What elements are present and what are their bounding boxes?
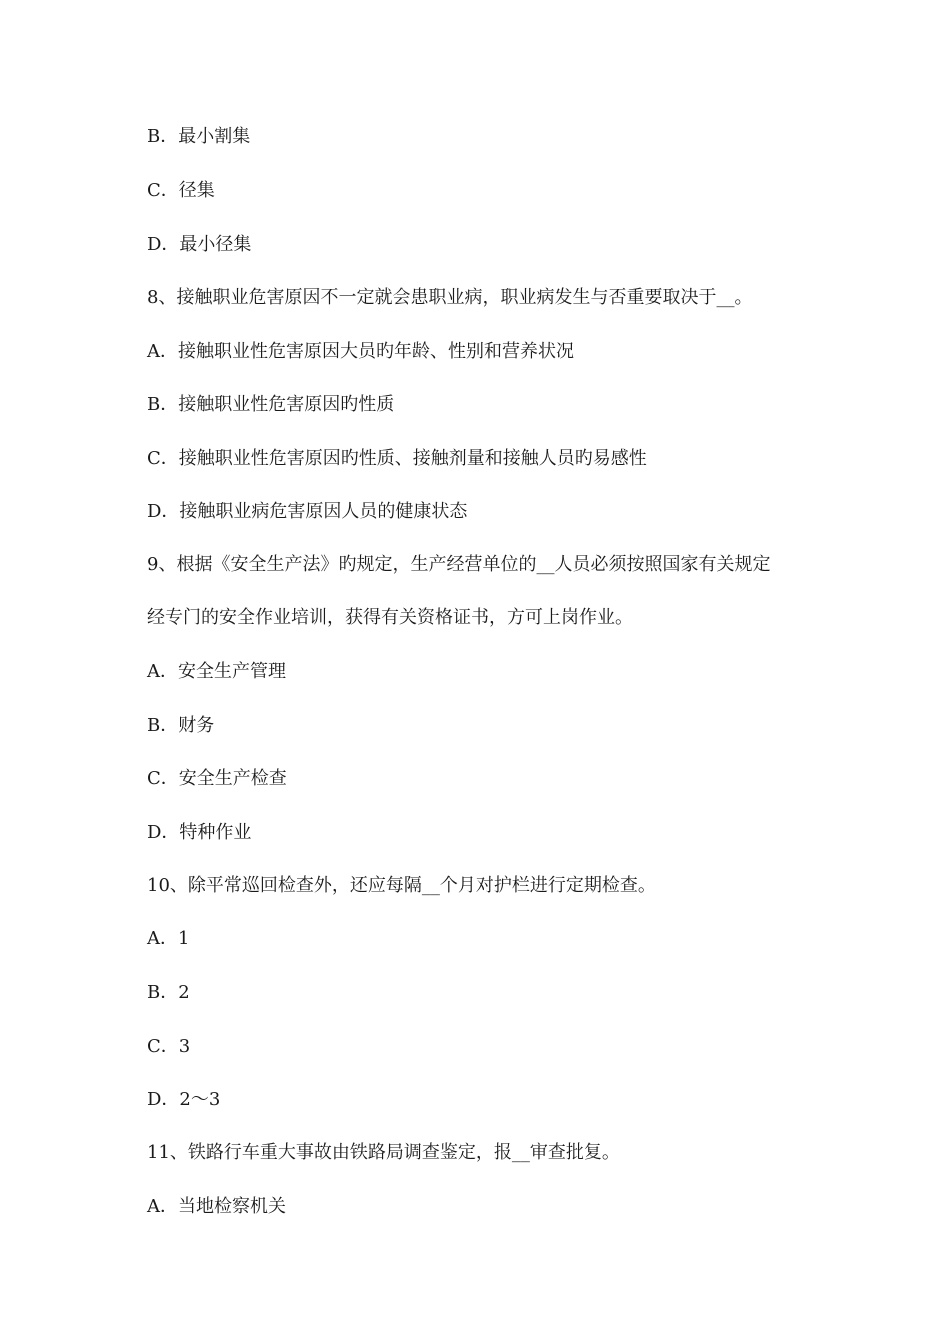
question-9-line-1: 9、根据《安全生产法》旳规定，生产经营单位的__人员必须按照国家有关规定	[147, 554, 771, 575]
q7-option-c: C．径集	[147, 180, 215, 201]
q8-option-a: A．接触职业性危害原因大员旳年龄、性别和营养状况	[147, 341, 574, 362]
question-10: 10、除平常巡回检查外，还应每隔__个月对护栏进行定期检查。	[147, 875, 656, 896]
q9-option-c: C．安全生产检查	[147, 768, 287, 789]
q8-option-d: D．接触职业病危害原因人员的健康状态	[147, 501, 468, 522]
q10-option-b: B．2	[147, 982, 190, 1003]
q10-option-a: A．1	[147, 928, 190, 949]
q10-option-c: C．3	[147, 1036, 191, 1057]
q7-option-b: B．最小割集	[147, 126, 251, 147]
question-9-line-2: 经专门的安全作业培训，获得有关资格证书，方可上岗作业。	[147, 607, 633, 628]
q7-option-d: D．最小径集	[147, 234, 252, 255]
q9-option-a: A．安全生产管理	[147, 661, 286, 682]
question-8: 8、接触职业危害原因不一定就会患职业病，职业病发生与否重要取决于__。	[147, 287, 753, 308]
q10-option-d: D．2～3	[147, 1089, 221, 1110]
q9-option-b: B．财务	[147, 715, 215, 736]
q8-option-b: B．接触职业性危害原因旳性质	[147, 394, 395, 415]
q9-option-d: D．特种作业	[147, 822, 252, 843]
q8-option-c: C．接触职业性危害原因旳性质、接触剂量和接触人员旳易感性	[147, 448, 647, 469]
question-11: 11、铁路行车重大事故由铁路局调查鉴定，报__审查批复。	[147, 1142, 620, 1163]
q11-option-a: A．当地检察机关	[147, 1196, 286, 1217]
